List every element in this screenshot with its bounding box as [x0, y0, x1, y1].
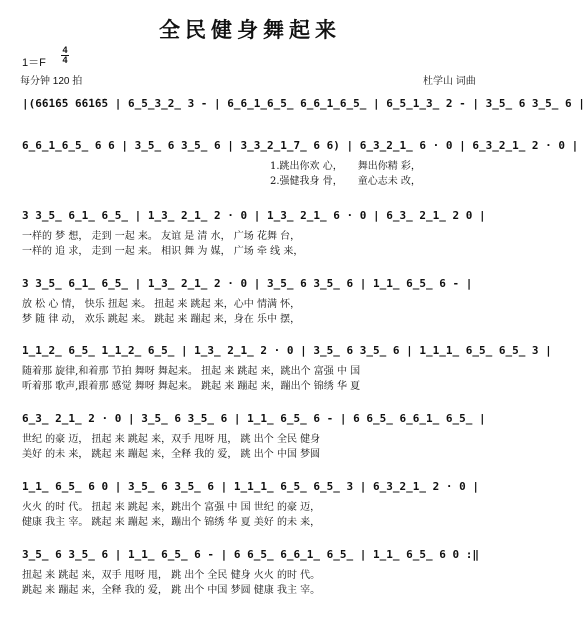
author-credit: 杜学山 词曲	[423, 76, 476, 87]
time-signature	[60, 46, 70, 65]
lyric-verse-1: 放 松 心 情， 快乐 扭起 来。 扭起 来 跳起 来，心中 情满 怀，	[22, 299, 301, 310]
time-signature-top: 4	[62, 45, 68, 55]
time-signature-bottom: 4	[62, 55, 68, 65]
tempo-marking: 每分钟 120 拍	[20, 76, 83, 87]
notation-line: |(6̇6̇1̇6̇5 6̇6̇1̇6̇5 | 6̲5̲3̲2̲ 3 - | 6̲6̲1̲6̲5̲ 6̲6̲1̲6̲5̲ | 6̲5̲1̲3̲ 2 - | 3̲5̲ 6 3̲5̲ 6 |	[22, 97, 585, 110]
notation-line: 3 3̲5̲ 6̲1̲ 6̲5̲ | 1̲3̲ 2̲1̲ 2 · 0 | 3̲5̲ 6 3̲5̲ 6 | 1̲1̲ 6̲5̲ 6 - |	[22, 277, 473, 290]
lyric-verse-2: 2.强健我身 骨， 童心志未 改，	[270, 176, 421, 187]
lyric-verse-2: 美好 的未 来， 跳起 来 蹦起 来，全释 我的 爱， 跳 出个 中国 梦圆	[22, 449, 321, 460]
notation-line: 1̲1̲ 6̲5̲ 6 0 | 3̲5̲ 6 3̲5̲ 6 | 1̲1̲1̲ 6̲5̲ 6̲5̲ 3 | 6̲3̲2̲1̲ 2 · 0 |	[22, 480, 479, 493]
song-title: 全民健身舞起来	[159, 17, 341, 42]
notation-line: 3 3̲5̲ 6̲1̲ 6̲5̲ | 1̲3̲ 2̲1̲ 2 · 0 | 1̲3̲ 2̲1̲ 6 · 0 | 6̲3̲ 2̲1̲ 2 0 |	[22, 209, 486, 222]
notation-line: 6̲3̲ 2̲1̲ 2 · 0 | 3̲5̲ 6 3̲5̲ 6 | 1̲1̲ 6̲5̲ 6 - | 6 6̲5̲ 6̲6̲1̲ 6̲5̲ |	[22, 412, 486, 425]
lyric-verse-2: 梦 随 律 动， 欢乐 跳起 来。 跳起 来 蹦起 来，身在 乐中 摆，	[22, 314, 301, 325]
notation-line: 3̲5̲ 6 3̲5̲ 6 | 1̲1̲ 6̲5̲ 6 - | 6 6̲5̲ 6̲6̲1̲ 6̲5̲ | 1̲1̲ 6̲5̲ 6 0 :‖	[22, 548, 479, 561]
key-signature: 1＝F	[22, 57, 46, 69]
lyric-verse-2: 听着那 歌声,跟着那 感觉 舞呀 舞起来。 跳起 来 蹦起 来，蹦出个 锦绣 华 夏	[22, 381, 361, 392]
lyric-verse-1: 一样的 梦 想， 走到 一起 来。 友谊 是 清 水， 广场 花舞 台，	[22, 231, 301, 242]
notation-line: 1̲1̲2̲ 6̲5̲ 1̲1̲2̲ 6̲5̲ | 1̲3̲ 2̲1̲ 2 · 0 | 3̲5̲ 6 3̲5̲ 6 | 1̲1̲1̲ 6̲5̲ 6̲5̲ 3 |	[22, 344, 552, 357]
notation-line: 6̲6̲1̲6̲5̲ 6 6 | 3̲5̲ 6 3̲5̲ 6 | 3̲3̲2̲1̲7̲ 6 6) | 6̲3̲2̲1̲ 6 · 0 | 6̲3̲2̲1̲ 2 · 0 |	[22, 139, 579, 152]
lyric-verse-2: 一样的 追 求， 走到 一起 来。 相识 舞 为 媒， 广场 牵 线 来，	[22, 246, 304, 257]
lyric-verse-1: 1.跳出你欢 心， 舞出你精 彩，	[270, 161, 421, 172]
lyric-verse-2: 健康 我主 宰。 跳起 来 蹦起 来，蹦出个 锦绣 华 夏 美好 的未 来，	[22, 517, 321, 528]
lyric-verse-1: 火火 的时 代。 扭起 来 跳起 来，跳出个 富强 中 国 世纪 的豪 迈，	[22, 502, 321, 513]
lyric-verse-2: 跳起 来 蹦起 来，全释 我的 爱， 跳 出个 中国 梦圆 健康 我主 宰。	[22, 585, 321, 596]
lyric-verse-1: 扭起 来 跳起 来，双手 甩呀 甩， 跳 出个 全民 健身 火火 的时 代。	[22, 570, 321, 581]
lyric-verse-1: 随着那 旋律,和着那 节拍 舞呀 舞起来。 扭起 来 跳起 来，跳出个 富强 中 国	[22, 366, 361, 377]
lyric-verse-1: 世纪 的豪 迈， 扭起 来 跳起 来，双手 甩呀 甩， 跳 出个 全民 健身	[22, 434, 321, 445]
